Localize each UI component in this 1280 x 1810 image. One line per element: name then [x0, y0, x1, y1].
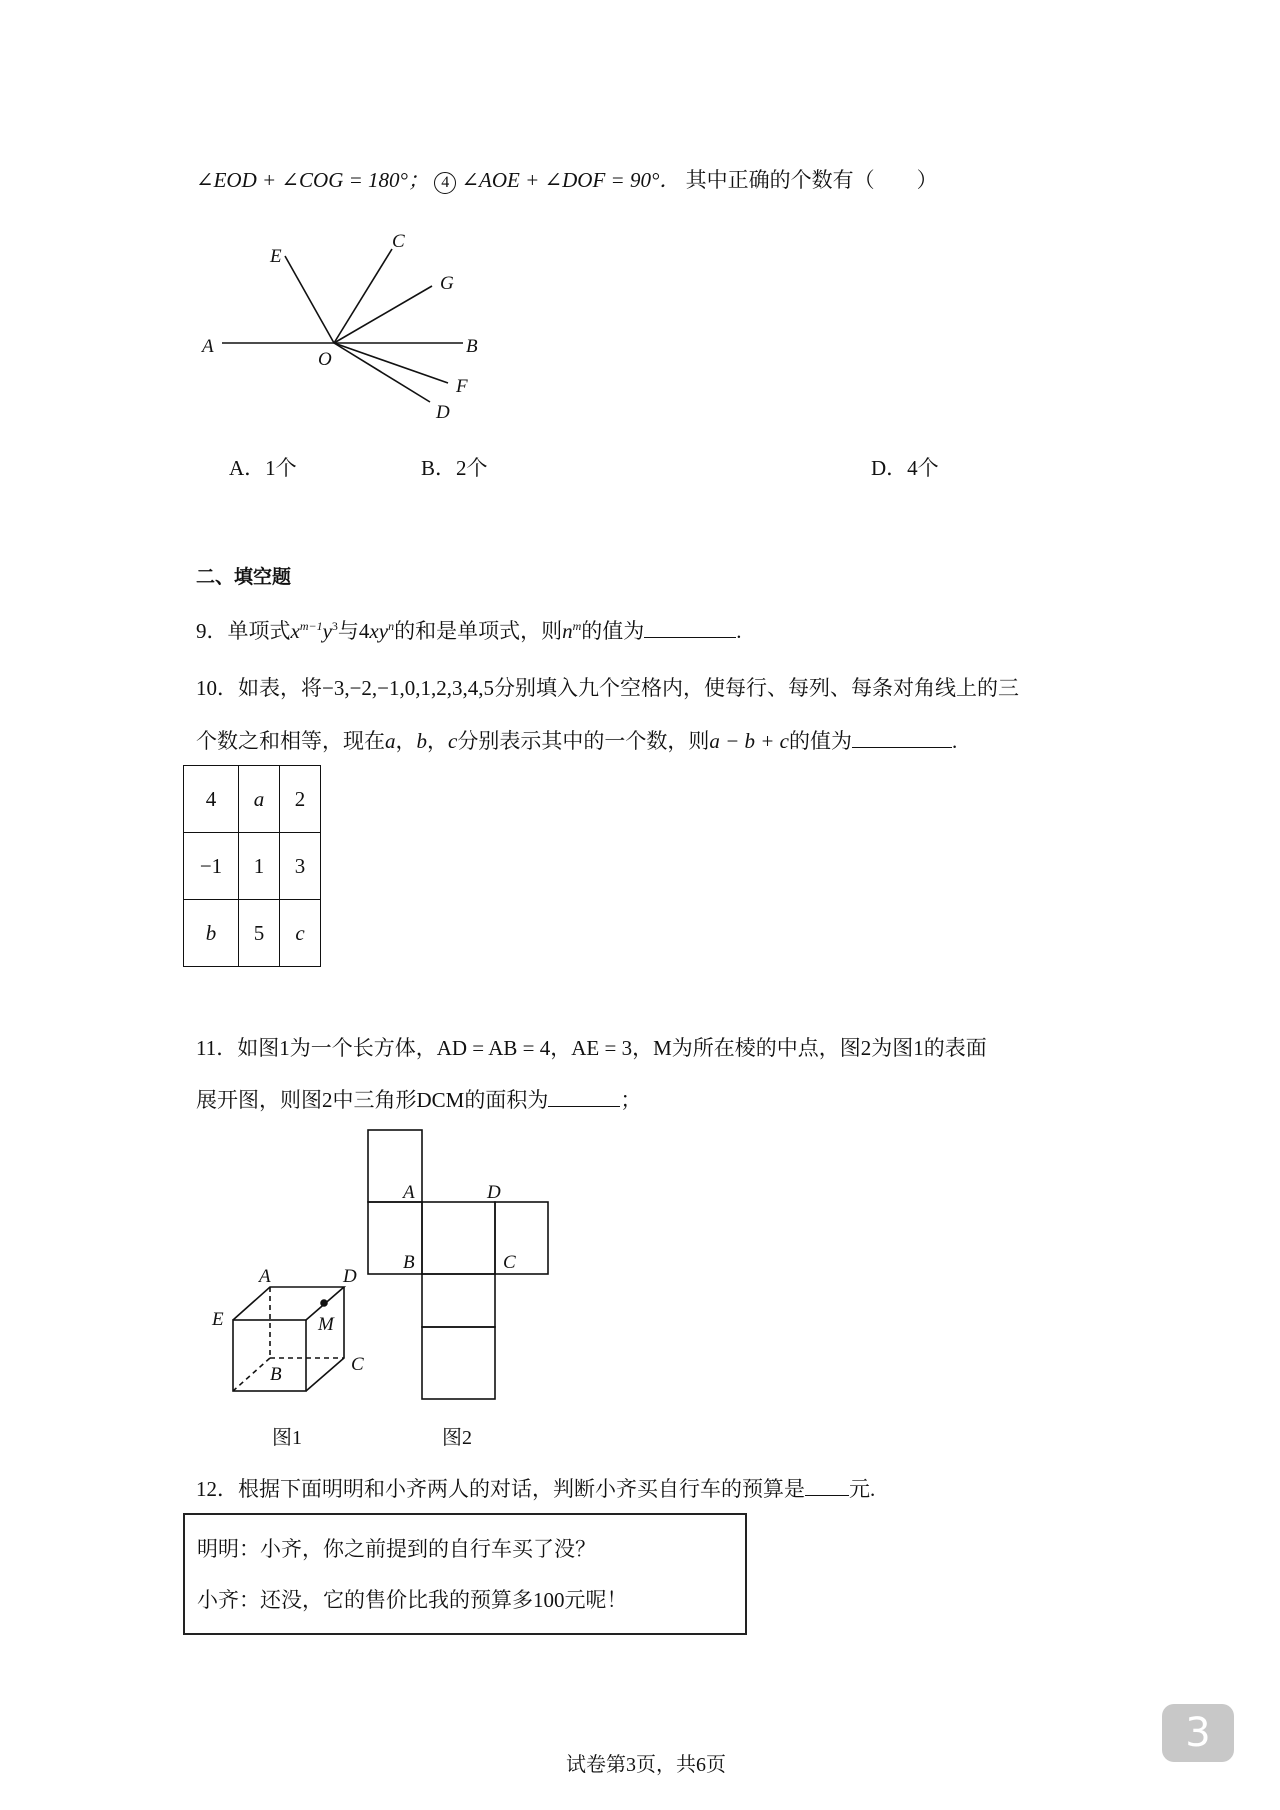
- statement-3: ∠EOD + ∠COG = 180°；: [196, 168, 429, 192]
- cuboid-figure: [233, 1287, 344, 1391]
- magic-square-table: 4 a 2 −1 1 3 b 5 c: [183, 765, 321, 967]
- net-figure: [368, 1130, 548, 1399]
- q11-line1: 11．如图1为一个长方体，AD = AB = 4，AE = 3，M为所在棱的中点，图2为图1的表面: [196, 1036, 987, 1060]
- page-footer: 试卷第3页，共6页: [566, 1754, 726, 1776]
- ray-oc: [334, 249, 392, 343]
- net-label-D: D: [487, 1182, 501, 1203]
- q8-option-a[interactable]: A．1个: [229, 456, 297, 480]
- circled-number-4: 4: [434, 172, 456, 194]
- dialog-line-mingming: 明明：小齐，你之前提到的自行车买了没？: [197, 1537, 596, 1561]
- cube-label-B: B: [270, 1364, 282, 1385]
- dialog-box: [183, 1513, 747, 1635]
- dialog-line-xiaoqi: 小齐：还没，它的售价比我的预算多100元呢！: [197, 1588, 628, 1612]
- net-label-A: A: [403, 1182, 415, 1203]
- q9: 9．单项式$x^{m-1}y^3$与$4xy^n$的和是单项式，则$n^m$的值为 .: [196, 619, 742, 643]
- label-O: O: [318, 349, 332, 370]
- q10-line2: 个数之和相等，现在a，b，c分别表示其中的一个数，则a − b + c的值为 .: [196, 729, 958, 753]
- label-G: G: [440, 273, 454, 294]
- cube-label-M: M: [318, 1314, 334, 1335]
- q8-question: 其中正确的个数有（ ）: [685, 168, 938, 192]
- q10-line1: 10．如表，将−3,−2,−1,0,1,2,3,4,5分别填入九个空格内，使每行、每列、每条对角线上的三: [196, 676, 1020, 700]
- cube-label-D: D: [343, 1266, 357, 1287]
- ray-og: [334, 286, 432, 343]
- q12-line: 12．根据下面明明和小齐两人的对话，判断小齐买自行车的预算是 元.: [196, 1477, 876, 1501]
- q9-answer-blank[interactable]: [644, 619, 736, 638]
- q8-option-b[interactable]: B．2个: [421, 456, 488, 480]
- net-label-C: C: [503, 1252, 516, 1273]
- ray-od: [334, 343, 430, 402]
- ray-of: [334, 343, 448, 383]
- label-E: E: [270, 246, 282, 267]
- statement-4: ∠AOE + ∠DOF = 90°．: [461, 168, 681, 192]
- q8-option-d[interactable]: D．4个: [871, 456, 939, 480]
- q11-answer-blank[interactable]: [548, 1088, 620, 1107]
- cube-label-E: E: [212, 1309, 224, 1330]
- fig1-caption: 图1: [272, 1427, 302, 1449]
- section-title: 二、填空题: [196, 566, 292, 588]
- cube-label-A: A: [259, 1266, 271, 1287]
- cube-label-C: C: [351, 1354, 364, 1375]
- label-D: D: [436, 402, 450, 423]
- label-A: A: [202, 336, 214, 357]
- fig2-caption: 图2: [442, 1427, 472, 1449]
- q11-line2: 展开图，则图2中三角形DCM的面积为 ；: [196, 1088, 642, 1112]
- label-F: F: [456, 376, 468, 397]
- q12-answer-blank[interactable]: [805, 1477, 849, 1496]
- page-number-badge: 3: [1162, 1704, 1234, 1762]
- ray-oe: [285, 256, 334, 343]
- net-label-B: B: [403, 1252, 415, 1273]
- angle-figure: [222, 249, 463, 402]
- q10-answer-blank[interactable]: [852, 729, 952, 748]
- label-B: B: [466, 336, 478, 357]
- label-C: C: [392, 231, 405, 252]
